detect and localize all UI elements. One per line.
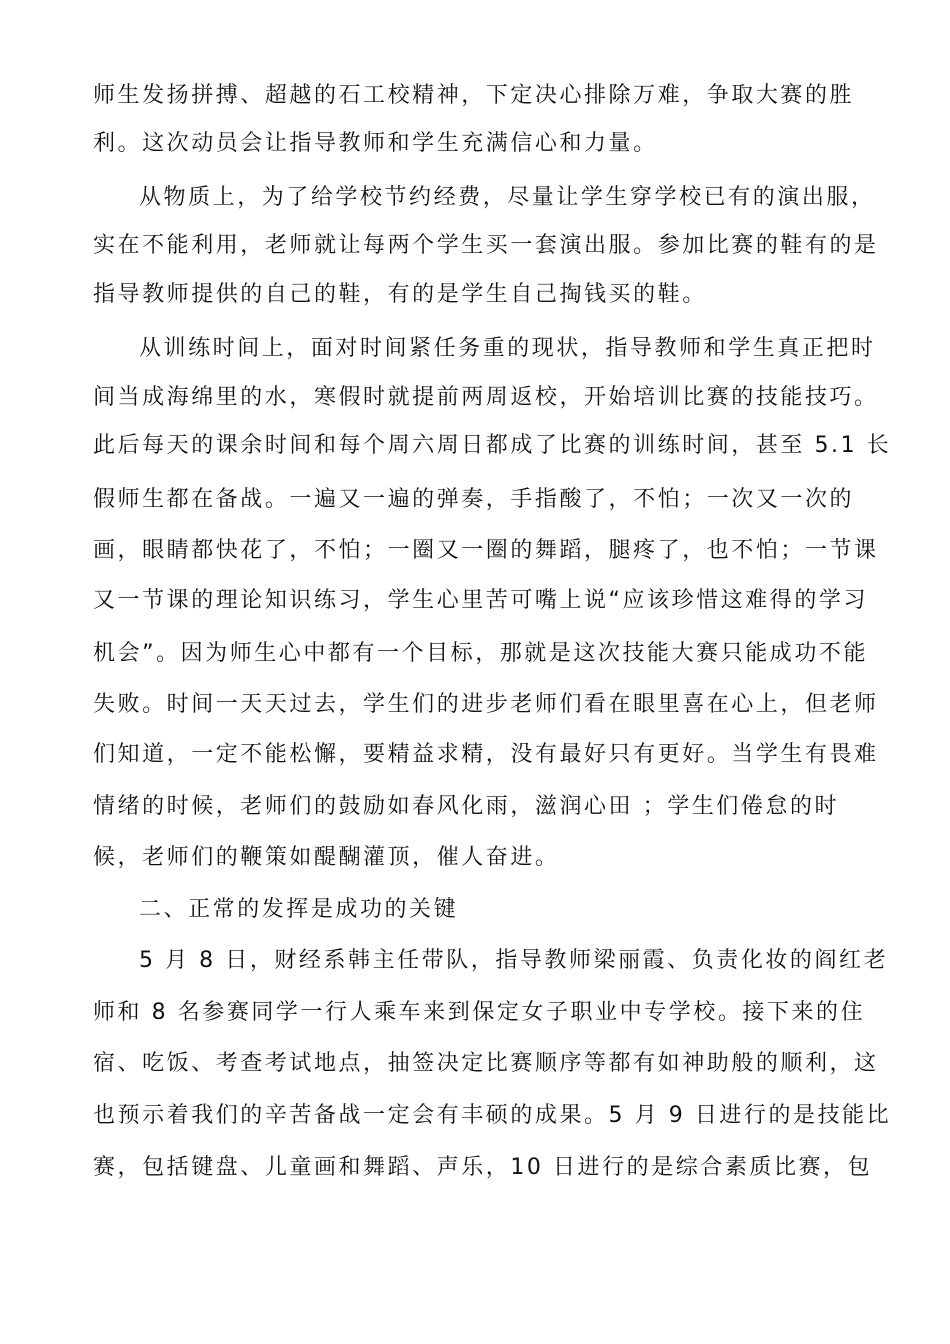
text-line: 从物质上，为了给学校节约经费，尽量让学生穿学校已有的演出服， <box>139 185 876 210</box>
text-line: 情绪的时候，老师们的鼓励如春风化雨，滋润心田 ；学生们倦怠的时 <box>93 794 840 819</box>
text-line: 师生发扬拼搏、超越的石工校精神，下定决心排除万难，争取大赛的胜 <box>93 83 855 108</box>
text-line: 师和 8 名参赛同学一行人乘车来到保定女子职业中专学校。接下来的住 <box>93 1000 866 1025</box>
text-line: 画，眼睛都快花了，不怕；一圈又一圈的舞蹈，腿疼了，也不怕；一节课 <box>93 538 879 563</box>
text-line: 指导教师提供的自己的鞋，有的是学生自己掏钱买的鞋。 <box>93 282 707 307</box>
text-line: 赛，包括键盘、儿童画和舞蹈、声乐，10 日进行的是综合素质比赛，包 <box>93 1155 873 1180</box>
text-line: 间当成海绵里的水，寒假时就提前两周返校，开始培训比赛的技能技巧。 <box>93 385 879 410</box>
text-line: 失败。时间一天天过去，学生们的进步老师们看在眼里喜在心上，但老师 <box>93 692 879 717</box>
text-line: 候，老师们的鞭策如醍醐灌顶，催人奋进。 <box>93 845 560 870</box>
text-line: 5 月 8 日，财经系韩主任带队，指导教师梁丽霞、负责化妆的阎红老 <box>139 948 889 973</box>
text-line: 机会”。因为师生心中都有一个目标，那就是这次技能大赛只能成功不能 <box>93 641 868 666</box>
text-line: 假师生都在备战。一遍又一遍的弹奏，手指酸了，不怕；一次又一次的 <box>93 487 855 512</box>
section-heading: 二、正常的发挥是成功的关键 <box>139 897 459 922</box>
text-line: 此后每天的课余时间和每个周六周日都成了比赛的训练时间，甚至 5.1 长 <box>93 433 892 458</box>
text-line: 从训练时间上，面对时间紧任务重的现状，指导教师和学生真正把时 <box>139 336 876 361</box>
text-line: 利。这次动员会让指导教师和学生充满信心和力量。 <box>93 131 658 156</box>
text-line: 也预示着我们的辛苦备战一定会有丰硕的成果。5 月 9 日进行的是技能比 <box>93 1103 892 1128</box>
text-line: 宿、吃饭、考查考试地点，抽签决定比赛顺序等都有如神助般的顺利，这 <box>93 1051 879 1076</box>
text-line: 实在不能利用，老师就让每两个学生买一套演出服。参加比赛的鞋有的是 <box>93 233 879 258</box>
text-line: 又一节课的理论知识练习，学生心里苦可嘴上说“应该珍惜这难得的学习 <box>93 588 868 613</box>
text-line: 们知道，一定不能松懈，要精益求精，没有最好只有更好。当学生有畏难 <box>93 742 879 767</box>
